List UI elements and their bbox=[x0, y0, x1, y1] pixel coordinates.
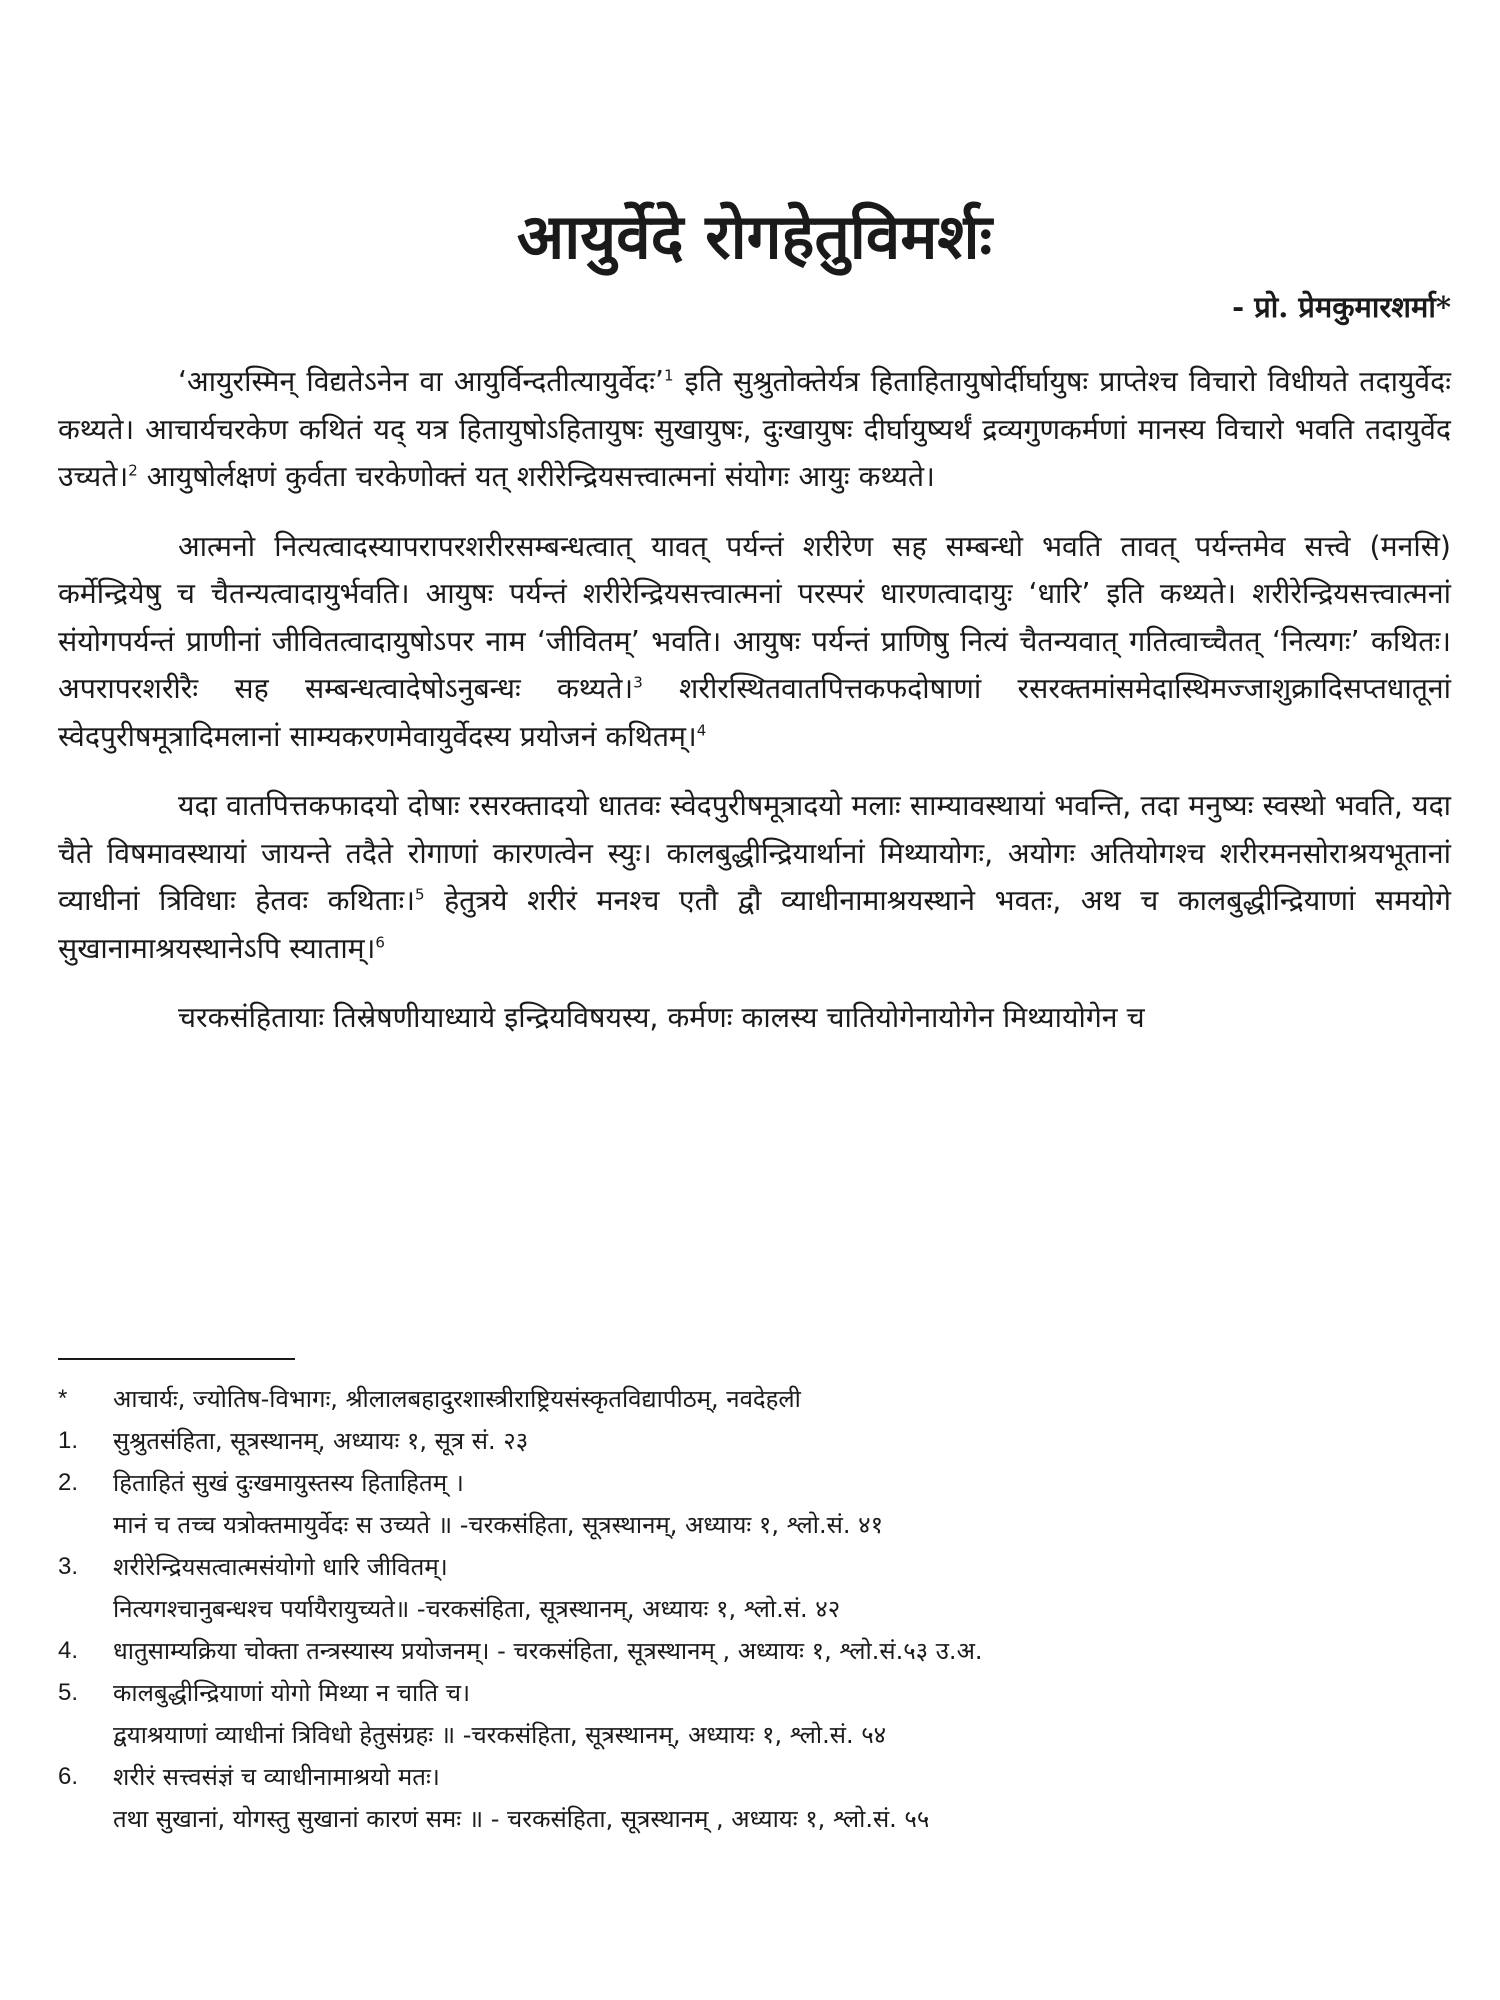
footnote-marker: 1. bbox=[58, 1427, 79, 1454]
footnotes bbox=[58, 1378, 1451, 1840]
paragraph-text: आत्मनो नित्यत्वादस्यापरापरशरीरसम्बन्धत्वात् यावत् पर्यन्तं शरीरेण सह सम्बन्धो भवति तावत् पर्यन्तमेव सत्त्वे (मनसि) कर्मेन्द्रियेषु च चैतन्यत्वादायुर्भवति। आयुषः पर्यन्तं शरीरेन्द्रियसत्त्वात्मनां परस्परं धारणत्वादायुः ‘धारि’ इति कथ्यते। शरीरेन्द्रियसत्त्वात्मनां संयोगपर्यन्तं प्राणीनां जीवितत्वादायुषोऽपर नाम ‘जीवितम्’ भवति। आयुषः पर्यन्तं प्राणिषु नित्यं चैतन्यवात् गतित्वाच्चैतत् ‘नित्यगः’ कथितः। अपरापरशरीरैः सह सम्बन्धत्वादेषोऽनुबन्धः कथ्यते। bbox=[58, 529, 1451, 705]
footnote-divider bbox=[58, 1358, 295, 1360]
footnote-line: कालबुद्धीन्द्रियाणां योगो मिथ्या न चाति च। bbox=[113, 1679, 471, 1707]
footnote-text bbox=[113, 1462, 1451, 1546]
paragraph-text: हेतुत्रये शरीरं मनश्च एतौ द्वौ व्याधीनामाश्रयस्थाने भवतः, अथ च कालबुद्धीन्द्रियाणां समयोगे सुखानामाश्रयस्थानेऽपि स्याताम्। bbox=[58, 884, 1451, 965]
footnote-reference: 6 bbox=[375, 933, 385, 952]
footnote bbox=[58, 1756, 1451, 1840]
footnote-text bbox=[113, 1756, 1451, 1840]
footnote bbox=[58, 1378, 1451, 1420]
footnote-reference: 3 bbox=[633, 673, 643, 692]
footnote-text bbox=[113, 1546, 1451, 1630]
footnote-marker: 6. bbox=[58, 1763, 79, 1790]
footnote bbox=[58, 1630, 1451, 1672]
paragraph-text: चरकसंहितायाः तिस्रेषणीयाध्याये इन्द्रियविषयस्य, कर्मणः कालस्य चातियोगेनायोगेन मिथ्यायोगेन च bbox=[178, 1001, 1145, 1034]
body-paragraph bbox=[58, 523, 1451, 761]
document-page bbox=[58, 0, 1451, 2000]
article-author: - प्रो. प्रेमकुमारशर्मा* bbox=[1232, 290, 1451, 324]
footnote-line: हिताहितं सुखं दुःखमायुस्तस्य हिताहितम् । bbox=[113, 1469, 464, 1497]
footnote-text bbox=[113, 1672, 1451, 1756]
paragraph-text: इति सुश्रुतोक्तेर्यत्र हिताहितायुषोर्दीर्घायुषः प्राप्तेश्च विचारो विधीयते तदायुर्वेदः कथ्यते। आचार्यचरकेण कथितं यद् यत्र हितायुषोऽहितायुषः सुखायुषः, दुःखायुषः दीर्घायुष्यर्थं द्रव्यगुणकर्मणां मानस्य विचारो भवति तदायुर्वेद उच्यते। bbox=[58, 365, 1451, 493]
footnote bbox=[58, 1546, 1451, 1630]
footnote-line: सुश्रुतसंहिता, सूत्रस्थानम्, अध्यायः १, सूत्र सं. २३ bbox=[113, 1427, 529, 1455]
footnote-line: शरीरं सत्त्वसंज्ञं च व्याधीनामाश्रयो मतः। bbox=[113, 1763, 440, 1791]
footnote-text bbox=[113, 1420, 1451, 1462]
footnote bbox=[58, 1672, 1451, 1756]
paragraph-text: आयुषोर्लक्षणं कुर्वता चरकेणोक्तं यत् शरीरेन्द्रियसत्त्वात्मनां संयोगः आयुः कथ्यते। bbox=[137, 460, 935, 493]
article-body bbox=[58, 358, 1451, 1064]
footnote-text bbox=[113, 1378, 1451, 1420]
article-title: आयुर्वेदे रोगहेतुविमर्शः bbox=[516, 200, 993, 273]
footnote-reference: 4 bbox=[696, 721, 707, 740]
footnote-line: नित्यगश्चानुबन्धश्च पर्यायैरायुच्यते॥ -चरकसंहिता, सूत्रस्थानम्, अध्यायः १, श्लो.सं. ४२ bbox=[113, 1595, 841, 1623]
footnote bbox=[58, 1462, 1451, 1546]
footnote bbox=[58, 1420, 1451, 1462]
body-paragraph bbox=[58, 358, 1451, 501]
footnote-marker: 4. bbox=[58, 1637, 79, 1664]
footnote-reference: 1 bbox=[663, 366, 674, 385]
footnote-marker: * bbox=[58, 1385, 68, 1412]
footnote-marker: 5. bbox=[58, 1679, 79, 1706]
footnote-line: धातुसाम्यक्रिया चोक्ता तन्त्रस्यास्य प्रयोजनम्। - चरकसंहिता, सूत्रस्थानम् , अध्यायः १, श्लो.सं.५३ उ.अ. bbox=[113, 1637, 983, 1665]
footnote-line: आचार्यः, ज्योतिष-विभागः, श्रीलालबहादुरशास्त्रीराष्ट्रियसंस्कृतविद्यापीठम्, नवदेहली bbox=[113, 1385, 801, 1413]
footnote-line: मानं च तच्च यत्रोक्तमायुर्वेदः स उच्यते ॥ -चरकसंहिता, सूत्रस्थानम्, अध्यायः १, श्लो.सं. ४१ bbox=[113, 1511, 884, 1539]
body-paragraph bbox=[58, 994, 1451, 1042]
footnote-marker: 2. bbox=[58, 1469, 79, 1496]
footnote-text bbox=[113, 1630, 1451, 1672]
paragraph-text: यदा वातपित्तकफादयो दोषाः रसरक्तादयो धातवः स्वेदपुरीषमूत्रादयो मलाः साम्यावस्थायां भवन्ति, तदा मनुष्यः स्वस्थो भवति, यदा चैते विषमावस्थायां जायन्ते तदैते रोगाणां कारणत्वेन स्युः। कालबुद्धीन्द्रियार्थानां मिथ्यायोगः, अयोगः अतियोगश्च शरीरमनसोराश्रयभूतानां व्याधीनां त्रिविधाः हेतवः कथिताः। bbox=[58, 789, 1451, 917]
footnote-line: द्वयाश्रयाणां व्याधीनां त्रिविधो हेतुसंग्रहः ॥ -चरकसंहिता, सूत्रस्थानम्, अध्यायः १, श्लो.सं. ५४ bbox=[113, 1721, 887, 1749]
footnote-reference: 2 bbox=[128, 461, 138, 480]
paragraph-text: शरीरस्थितवातपित्तकफदोषाणां रसरक्तमांसमेदास्थिमज्जाशुक्रादिसप्तधातूनां स्वेदपुरीषमूत्रादिमलानां साम्यकरणमेवायुर्वेदस्य प्रयोजनं कथितम्। bbox=[58, 672, 1451, 753]
footnote-line: तथा सुखानां, योगस्तु सुखानां कारणं समः ॥ - चरकसंहिता, सूत्रस्थानम् , अध्यायः १, श्लो.सं. ५५ bbox=[113, 1805, 930, 1833]
footnote-marker: 3. bbox=[58, 1553, 79, 1580]
body-paragraph bbox=[58, 782, 1451, 972]
footnote-reference: 5 bbox=[414, 885, 425, 904]
footnote-line: शरीरेन्द्रियसत्वात्मसंयोगो धारि जीवितम्। bbox=[113, 1553, 448, 1581]
paragraph-text: ‘आयुरस्मिन् विद्यतेऽनेन वा आयुर्विन्दतीत्यायुर्वेदः’ bbox=[178, 365, 664, 398]
